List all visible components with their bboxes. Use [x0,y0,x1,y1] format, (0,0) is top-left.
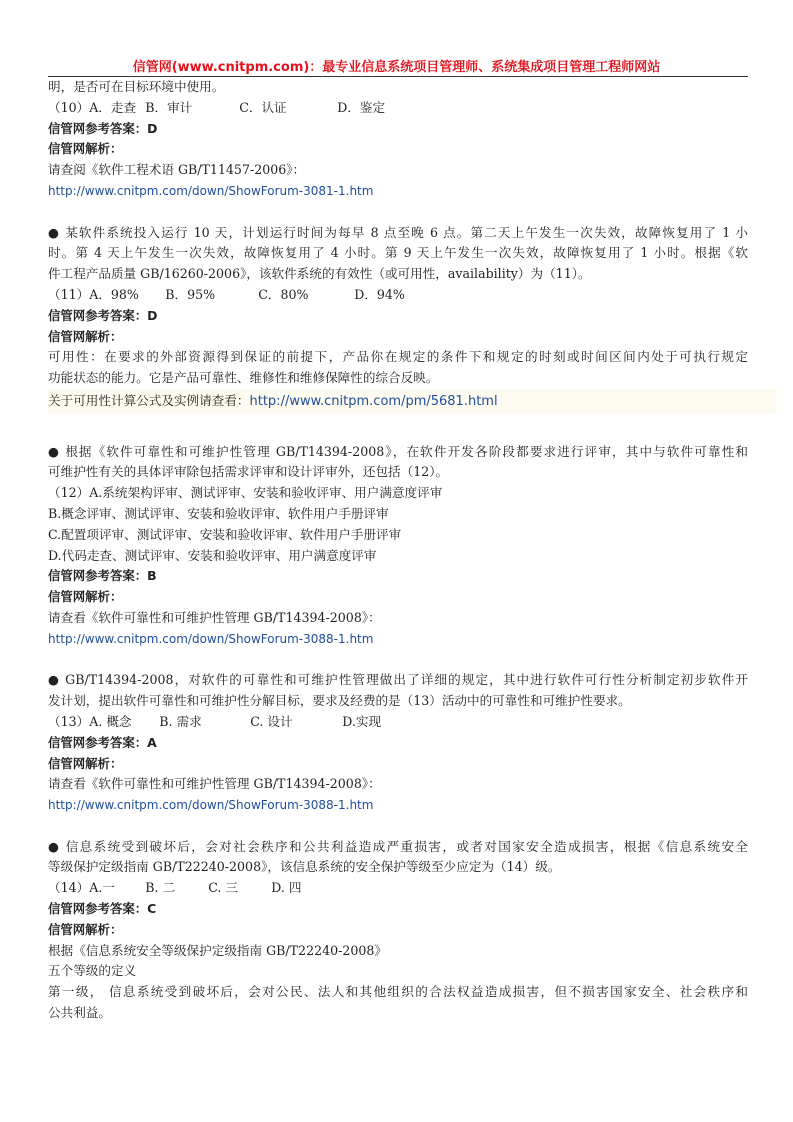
q11-option-d: D．94% [354,286,405,302]
q13-option-a: A. 概念 [89,713,132,729]
q11-number: （11） [48,286,90,302]
q11-analysis-label: 信管网解析： [48,328,123,344]
q11-more-text: 关于可用性计算公式及实例请查看： [48,392,250,408]
q14-analysis-line: 根据《信息系统安全等级保护定级指南 GB/T22240-2008》 [48,942,388,958]
q12-analysis-label: 信管网解析： [48,589,123,605]
answer-label: 信管网参考答案： [48,734,148,750]
q14-number: （14） [48,880,90,896]
q11-analysis-line: 功能状态的能力。它是产品可靠性、维修性和维修保障性的综合反映。 [48,370,439,386]
document-body [48,77,748,1024]
answer-label: 信管网参考答案： [48,120,148,136]
q12-question-line: 可维护性有关的具体评审除包括需求评审和设计评审外，还包括（12）。 [48,464,449,480]
q13-option-c: C. 设计 [250,713,293,729]
q12-reference: 请查看《软件可靠性和可维护性管理 GB/T14394-2008》： [48,609,381,625]
q10-number: （10） [48,99,90,115]
q14-analysis-line: 第一级， 信息系统受到破坏后，会对公民、法人和其他组织的合法权益造成损害，但不损害国家安全、社会秩序和 [48,984,748,1000]
page-header-title: 信管网(www.cnitpm.com)：最专业信息系统项目管理师、系统集成项目管理工程师网站 [132,60,661,75]
q10-answer [48,119,748,140]
q13-question-line: ● GB/T14394-2008，对软件的可靠性和可维护性管理做出了详细的规定，其中进行软件可行性分析制定初步软件开 [48,672,748,688]
q12-option-d: D.代码走查、测试评审、安装和验收评审、用户满意度评审 [48,547,377,563]
q11-more-info [48,389,776,413]
q12-link[interactable]: http://www.cnitpm.com/down/ShowForum-3088-1.htm [48,631,374,646]
q10-continuation: 明，是否可在目标环境中使用。 [48,79,225,94]
q10-link[interactable]: http://www.cnitpm.com/down/ShowForum-3081-1.htm [48,183,374,198]
q12-question-line: ● 根据《软件可靠性和可维护性管理 GB/T14394-2008》，在软件开发各阶段都要求进行评审，其中与软件可靠性和 [48,443,748,459]
q10-option-b: B．审计 [145,99,193,115]
q10-reference: 请查阅《软件工程术语 GB/T11457-2006》： [48,162,306,178]
q14-option-a: A.一 [89,880,115,896]
q13-reference: 请查看《软件可靠性和可维护性管理 GB/T14394-2008》： [48,776,381,792]
q14-question-line: ● 信息系统受到破坏后，会对社会秩序和公共利益造成严重损害，或者对国家安全造成损害，根据《信息系统安全 [48,838,748,854]
q11-options [48,285,748,306]
q10-option-a: A．走查 [89,99,137,115]
q11-question-line: 件工程产品质量 GB/16260-2006》，该软件系统的有效性（或可用性，availability）为（11）。 [48,266,591,282]
answer-label: 信管网参考答案： [48,901,148,917]
q10-analysis-label: 信管网解析： [48,141,123,157]
q12-option-a: （12）A.系统架构评审、测试评审、安装和验收评审、用户满意度评审 [48,485,443,501]
q14-analysis-label: 信管网解析： [48,921,123,937]
q14-option-b: B. 二 [145,880,176,896]
q11-option-b: B．95% [165,286,216,302]
q11-analysis-line: 可用性：在要求的外部资源得到保证的前提下，产品你在规定的条件下和规定的时刻或时间区间内处于可执行规定 [48,349,748,365]
q13-answer [48,733,748,754]
q11-answer [48,306,748,327]
q13-analysis-label: 信管网解析： [48,755,123,771]
answer-label: 信管网参考答案： [48,307,148,323]
q11-option-c: C．80% [258,286,309,302]
q14-analysis-line: 五个等级的定义 [48,963,137,979]
q14-option-d: D. 四 [271,880,302,896]
answer-value: D [147,307,158,323]
answer-label: 信管网参考答案： [48,568,148,584]
answer-value: A [147,734,157,750]
q13-link[interactable]: http://www.cnitpm.com/down/ShowForum-3088-1.htm [48,798,374,813]
q11-question-line: 时。第 4 天上午发生一次失效，故障恢复用了 4 小时。第 9 天上午发生一次失效，故障恢复用了 1 小时。根据《软 [48,245,748,261]
q14-answer [48,899,748,920]
q13-option-b: B. 需求 [159,713,202,729]
q11-question-line: ● 某软件系统投入运行 10 天，计划运行时间为每早 8 点至晚 6 点。第二天上午发生一次失效，故障恢复用了 1 小 [48,224,748,240]
q13-options [48,712,748,733]
q14-option-c: C. 三 [208,880,239,896]
q13-question-line: 发计划，提出软件可靠性和可维护性分解目标，要求及经费的是（13）活动中的可靠性和可维护性要求。 [48,693,631,709]
answer-value: C [147,901,157,917]
q10-option-c: C．认证 [239,99,287,115]
q12-option-c: C.配置项评审、测试评审、安装和验收评审、软件用户手册评审 [48,526,402,542]
q12-option-b: B.概念评审、测试评审、安装和验收评审、软件用户手册评审 [48,505,389,521]
q11-more-link[interactable]: http://www.cnitpm.com/pm/5681.html [249,393,498,409]
answer-value: D [147,120,158,136]
q14-question-line: 等级保护定级指南 GB/T22240-2008》，该信息系统的安全保护等级至少应定为（14）级。 [48,859,561,875]
q14-analysis-line: 公共利益。 [48,1005,111,1021]
answer-value: B [147,568,157,584]
q11-option-a: A．98% [89,286,139,302]
q12-answer [48,566,748,587]
q10-option-d: D．鉴定 [337,99,386,115]
q10-options [48,98,748,119]
q13-option-d: D.实现 [342,713,382,729]
q14-options [48,878,748,899]
q13-number: （13） [48,713,90,729]
